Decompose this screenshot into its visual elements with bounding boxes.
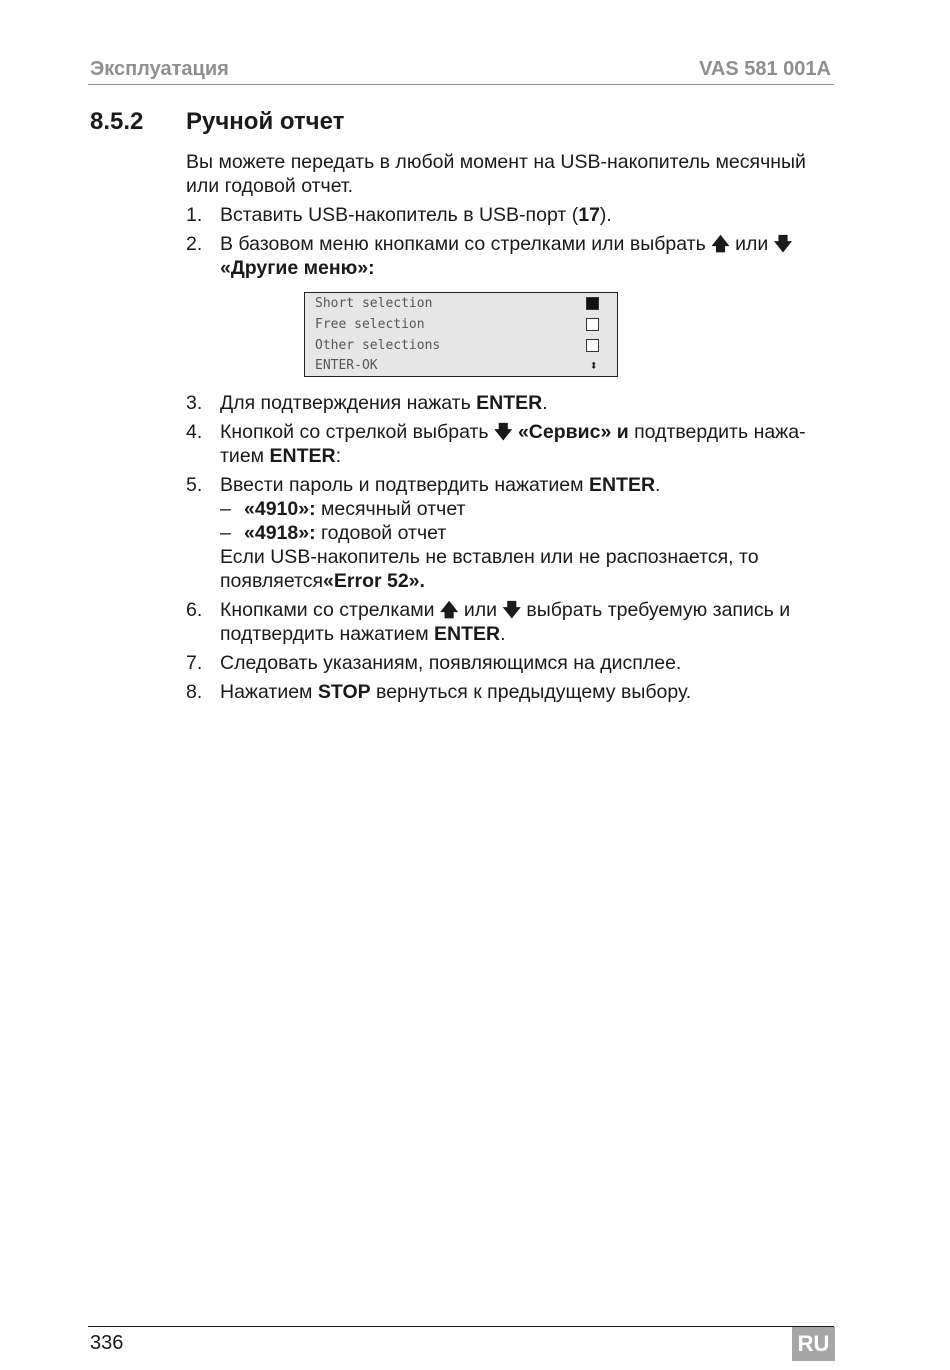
lcd-row-label: ENTER-OK <box>315 357 378 373</box>
text: подтвердить нажа-тием <box>220 421 806 467</box>
step-text <box>220 420 836 468</box>
checkbox-filled-icon <box>586 297 599 310</box>
lcd-row-short-selection <box>315 293 599 314</box>
step-number: 5. <box>186 474 203 496</box>
key-name: ENTER <box>434 623 501 645</box>
text: . <box>655 474 661 496</box>
text: вернуться к предыдущему выбору. <box>370 681 692 703</box>
text: и <box>611 421 629 443</box>
step-number: 8. <box>186 681 203 703</box>
text: или <box>463 599 498 621</box>
text: годовой отчет <box>315 522 447 544</box>
step-number: 4. <box>186 421 203 443</box>
arrow-down-icon: 🡇 <box>502 600 521 620</box>
sub-item-monthly <box>220 497 836 521</box>
text: . <box>542 392 548 414</box>
text: выбрать требуемую запись и подтвердить нажатием <box>220 599 791 645</box>
key-name: ENTER <box>269 445 336 467</box>
running-header-model: VAS 581 001A <box>699 58 831 80</box>
step-2 <box>186 232 836 280</box>
step-5 <box>186 473 836 593</box>
step-1 <box>186 203 836 227</box>
running-header-section: Эксплуатация <box>90 58 229 80</box>
step-text <box>220 473 836 593</box>
text: . <box>500 623 506 645</box>
step-6 <box>186 598 836 646</box>
text: Если USB-накопитель не вставлен или не распознается, то появляется <box>220 546 759 592</box>
arrow-up-icon: 🡅 <box>439 600 459 620</box>
text: Нажатием <box>220 681 318 703</box>
text: Ввести пароль и подтвердить нажатием <box>220 474 589 496</box>
step-8 <box>186 680 836 704</box>
step-4 <box>186 420 836 468</box>
text: Вставить USB-накопитель в USB-порт ( <box>220 204 579 226</box>
text: или <box>735 233 769 255</box>
code: «4910»: <box>244 498 316 520</box>
lcd-row-label: Other selections <box>315 337 441 353</box>
section-title: Ручной отчет <box>186 108 345 135</box>
dash-marker: – <box>220 498 231 520</box>
menu-name: «Сервис» <box>517 421 612 443</box>
arrow-down-icon: 🡇 <box>494 422 513 442</box>
key-name: STOP <box>317 681 371 703</box>
menu-name: «Другие меню»: <box>220 257 375 279</box>
lcd-row-enter-ok <box>315 355 599 376</box>
step-text: Следовать указаниям, появляющимся на дисплее. <box>220 652 682 674</box>
text: : <box>335 445 342 467</box>
step-number: 1. <box>186 204 203 226</box>
step-text <box>220 391 836 415</box>
step-number: 6. <box>186 599 203 621</box>
port-number: 17 <box>578 204 600 226</box>
arrow-down-icon: 🡇 <box>773 234 793 254</box>
footer-rule <box>88 1326 834 1327</box>
step-3 <box>186 391 836 415</box>
section-content <box>186 150 836 709</box>
sub-item-yearly <box>220 521 836 545</box>
arrow-up-icon: 🡅 <box>711 234 730 254</box>
step-text <box>220 232 836 280</box>
lcd-row-label: Free selection <box>315 316 425 332</box>
step-number: 7. <box>186 652 203 674</box>
checkbox-empty-icon <box>586 318 599 331</box>
text: Кнопками со стрелками <box>220 599 435 621</box>
text: месячный отчет <box>315 498 466 520</box>
text: ). <box>599 204 612 226</box>
lcd-row-label: Short selection <box>315 295 433 311</box>
header-rule <box>88 84 834 85</box>
code: «4918»: <box>244 522 316 544</box>
up-down-arrow-icon: ⬍ <box>589 357 598 374</box>
text: Для подтверждения нажать <box>220 392 477 414</box>
step-number: 3. <box>186 392 203 414</box>
key-name: ENTER <box>588 474 656 496</box>
text: Кнопкой со стрелкой выбрать <box>220 421 489 443</box>
step-text <box>220 598 836 646</box>
error-note <box>220 545 836 593</box>
sub-item-text <box>244 497 465 521</box>
lcd-display <box>304 292 618 377</box>
key-name: ENTER <box>476 392 543 414</box>
intro-paragraph: Вы можете передать в любой момент на USB-накопитель месячный или годовой отчет. <box>186 151 806 197</box>
text: В базовом меню кнопками со стрелками или выбрать <box>220 233 706 255</box>
checkbox-empty-icon <box>586 339 599 352</box>
step-text <box>220 203 836 227</box>
lcd-row-free-selection <box>315 314 599 335</box>
page-number: 336 <box>90 1332 124 1354</box>
language-badge: RU <box>792 1327 835 1361</box>
error-code: «Error 52». <box>323 570 425 592</box>
step-number: 2. <box>186 233 203 255</box>
step-text <box>220 680 836 704</box>
dash-marker: – <box>220 522 231 544</box>
step-7 <box>186 651 836 675</box>
section-number: 8.5.2 <box>90 108 144 135</box>
sub-item-text <box>244 521 446 545</box>
